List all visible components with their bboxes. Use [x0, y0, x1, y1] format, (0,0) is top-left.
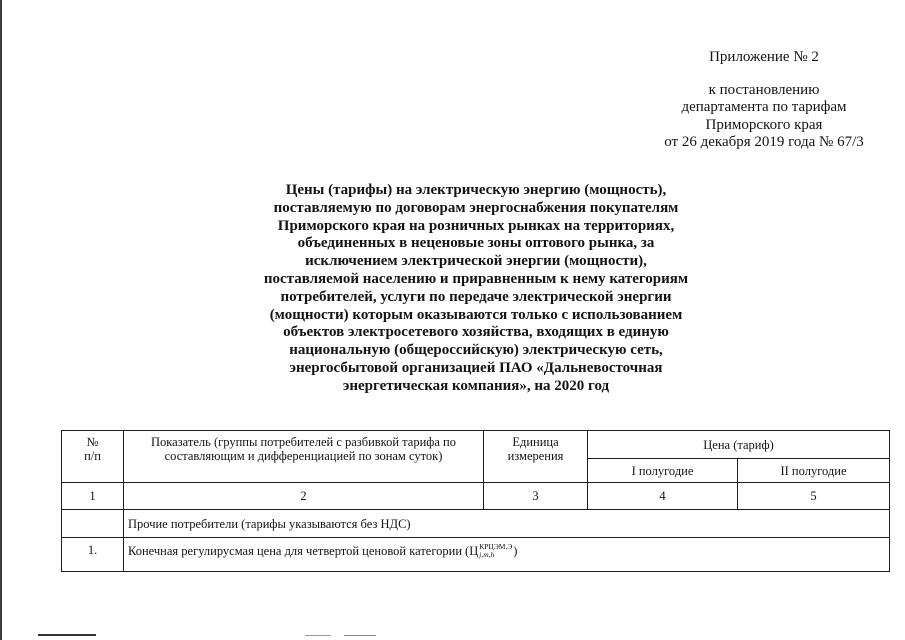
- price-formula: [462, 544, 517, 558]
- header-price: Цена (тариф): [588, 431, 890, 459]
- appendix-block: [640, 48, 888, 151]
- heading-line: энергосбытовой организацией ПАО «Дальневосточная: [289, 359, 663, 376]
- header-indicator-line: составляющим и дифференциацией по зонам суток): [164, 449, 443, 463]
- heading-line: объединенных в неценовые зоны оптового рынка, за: [297, 235, 655, 252]
- heading-line: энергетическая компания», на 2020 год: [342, 377, 610, 394]
- section-number-cell: [62, 510, 124, 538]
- row-number: 1.: [62, 538, 124, 572]
- heading-line: Цены (тарифы) на электрическую энергию (мощность),: [285, 182, 667, 198]
- heading-line: (мощности) которым оказываются только с использованием: [269, 306, 683, 323]
- heading-line: поставляемую по договорам энергоснабжения покупателям: [273, 199, 679, 216]
- formula-superscript: КРЦЭМ,Э: [479, 542, 513, 551]
- section-row: [62, 510, 890, 538]
- formula-subscript: j,m,h: [479, 550, 495, 559]
- tariff-table: [61, 430, 890, 572]
- header-unit-line: Единица: [512, 435, 559, 449]
- table-row: [62, 538, 890, 572]
- scan-artifact: [305, 635, 331, 636]
- appendix-line: от 26 декабря 2019 года № 67/3: [664, 134, 864, 151]
- document-heading: [176, 182, 776, 396]
- scan-edge: [0, 0, 2, 640]
- table-header-row: [62, 431, 890, 459]
- header-number: [62, 431, 124, 483]
- section-title: Прочие потребители (тарифы указываются без НДС): [124, 510, 890, 538]
- header-unit-line: измерения: [507, 449, 564, 463]
- scan-artifact: [38, 634, 96, 636]
- column-number: 5: [738, 483, 890, 510]
- header-indicator-line: Показатель (группы потребителей с разбивкой тарифа по: [151, 435, 456, 449]
- header-unit: [484, 431, 588, 483]
- header-number-line: п/п: [84, 449, 101, 463]
- heading-line: национальную (общероссийскую) электрическую сеть,: [289, 342, 663, 359]
- column-number: 4: [588, 483, 738, 510]
- formula-close-paren: ): [513, 544, 518, 558]
- appendix-line: Приморского края: [705, 116, 823, 133]
- formula-open-paren: (: [465, 544, 470, 558]
- column-number: 2: [124, 483, 484, 510]
- header-number-line: №: [86, 435, 99, 449]
- header-indicator: [124, 431, 484, 483]
- formula-scripts: [479, 543, 512, 559]
- column-number: 1: [62, 483, 124, 510]
- appendix-line: к постановлению: [708, 82, 820, 98]
- row-text: Конечная регулирусмая цена для четвертой ценовой категории: [128, 544, 463, 558]
- appendix-title: Приложение № 2: [709, 49, 819, 65]
- header-half-1: I полугодие: [588, 459, 738, 483]
- header-half-2: II полугодие: [738, 459, 890, 483]
- heading-line: поставляемой населению и приравненным к нему категориям: [263, 270, 689, 287]
- column-number: 3: [484, 483, 588, 510]
- heading-line: потребителей, услуги по передаче электрической энергии: [280, 288, 672, 305]
- heading-line: объектов электросетевого хозяйства, входящих в единую: [283, 324, 669, 341]
- heading-line: Приморского края на розничных рынках на территориях,: [277, 217, 675, 234]
- appendix-reference: [640, 82, 888, 152]
- heading-line: исключением электрической энергии (мощности),: [305, 253, 647, 270]
- formula-symbol: Ц: [469, 544, 479, 558]
- column-numbers-row: [62, 483, 890, 510]
- row-description: [124, 538, 890, 572]
- scan-artifact: [344, 635, 376, 636]
- appendix-line: департамента по тарифам: [681, 99, 847, 116]
